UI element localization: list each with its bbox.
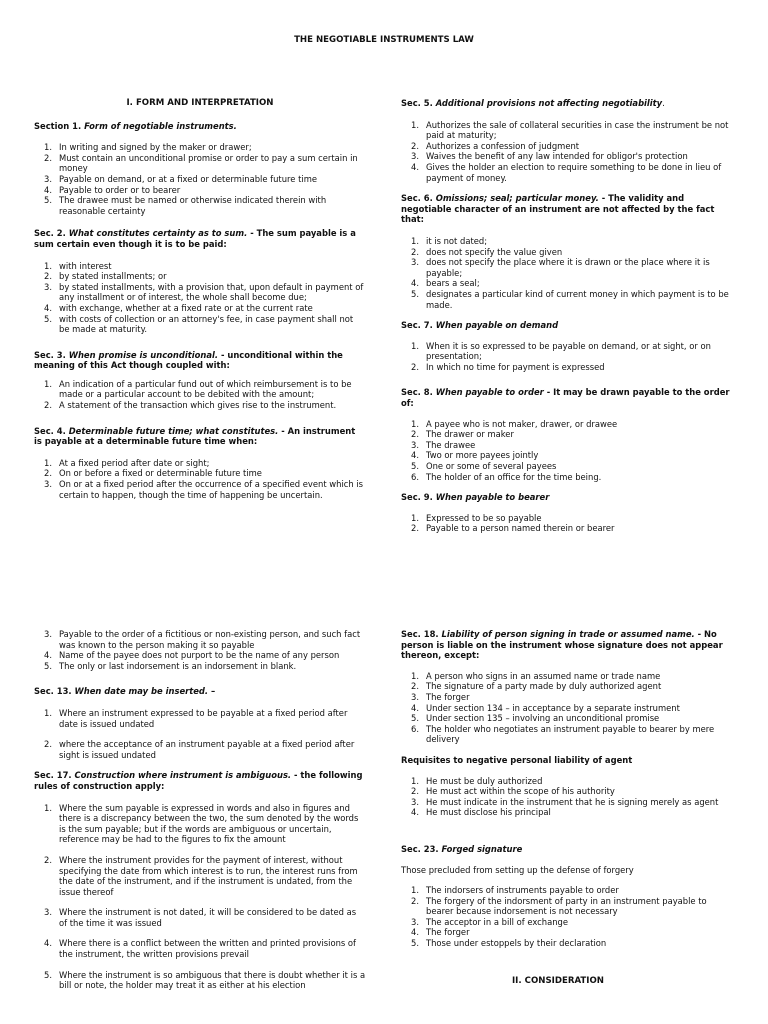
section-title-form: I. FORM AND INTERPRETATION	[126, 98, 274, 108]
list-item-number: 1.	[44, 378, 52, 389]
list-item-text: Under section 135 – involving an unconditional promise	[426, 713, 660, 724]
list-item-text: The only or last indorsement is an indorsement in blank.	[59, 660, 297, 671]
list-item-number: 5.	[44, 660, 52, 671]
list-item	[34, 261, 366, 272]
list-item-number: 4.	[44, 184, 52, 195]
section-13-heading: Sec. 13. When date may be inserted. –	[34, 686, 216, 697]
section-5-heading: Sec. 5. Additional provisions not affecting negotiability.	[401, 98, 665, 108]
section-8-list	[401, 419, 731, 483]
list-item-text: Where the instrument is not dated, it will be considered to be dated as of the time it was issued	[59, 907, 357, 928]
section-17-list	[34, 803, 366, 991]
list-item-number: 2.	[44, 468, 52, 479]
list-item-text: Payable to the order of a fictitious or non-existing person, and such fact was known to the person making it so payable	[59, 629, 361, 650]
list-item-number: 3.	[44, 281, 52, 292]
list-item-number: 1.	[411, 235, 419, 246]
list-item-text: At a fixed period after date or sight;	[59, 457, 210, 468]
list-item	[34, 458, 366, 469]
list-item-number: 1.	[411, 340, 419, 351]
list-item-number: 5.	[411, 938, 419, 949]
list-item-text: Expressed to be so payable	[426, 512, 542, 523]
list-item	[401, 797, 731, 808]
section-7-heading: Sec. 7. When payable on demand	[401, 320, 559, 331]
list-item-number: 2.	[44, 854, 52, 865]
section-8-heading: Sec. 8. When payable to order - It may be drawn payable to the order of:	[401, 387, 730, 409]
list-item	[401, 807, 731, 818]
list-item-number: 4.	[411, 702, 419, 713]
list-item-text: The holder of an office for the time being.	[426, 471, 602, 482]
list-item-number: 3.	[411, 796, 419, 807]
list-item-number: 4.	[411, 450, 419, 461]
list-item	[401, 450, 731, 461]
list-item	[401, 440, 731, 451]
agent-requisites-list	[401, 776, 731, 818]
list-item-text: He must indicate in the instrument that he is signing merely as agent	[426, 796, 719, 807]
list-item-text: Payable to order or to bearer	[59, 184, 181, 195]
list-item-number: 4.	[411, 278, 419, 289]
list-item	[34, 970, 366, 991]
section-3-heading: Sec. 3. When promise is unconditional. - unconditional within the meaning of this Act though coupled with:	[34, 349, 343, 371]
list-item	[401, 151, 731, 162]
section-9-list	[401, 513, 731, 534]
list-item-text: When it is so expressed to be payable on demand, or at sight, or on presentation;	[426, 340, 711, 362]
section-23-heading: Sec. 23. Forged signature	[401, 843, 523, 854]
bearer-continued-list	[34, 629, 366, 671]
list-item-text: He must disclose his principal	[426, 807, 551, 818]
list-item-text: Two or more payees jointly	[426, 450, 539, 461]
list-item-text: The drawee must be named or otherwise indicated therein with reasonable certainty	[59, 195, 327, 216]
list-item-number: 1.	[411, 885, 419, 896]
list-item	[401, 776, 731, 787]
list-item	[34, 174, 366, 185]
list-item-number: 4.	[44, 302, 52, 313]
list-item-number: 2.	[411, 523, 419, 534]
list-item-text: Where an instrument expressed to be payable at a fixed period after date is issued undated	[59, 707, 348, 729]
list-item	[34, 282, 366, 303]
list-item-text: The signature of a party made by duly authorized agent	[426, 681, 662, 692]
section-title-consideration: II. CONSIDERATION	[511, 975, 604, 986]
list-item	[401, 120, 731, 141]
list-item-number: 3.	[44, 479, 52, 490]
list-item	[401, 724, 731, 745]
list-item-text: The acceptor in a bill of exchange	[426, 916, 568, 927]
list-item-number: 3.	[411, 691, 419, 702]
section-13-list	[34, 708, 366, 760]
list-item-number: 3.	[411, 439, 419, 450]
list-item	[401, 472, 731, 483]
list-item-number: 1.	[44, 142, 52, 153]
section-1-list	[34, 142, 366, 216]
section-5-list	[401, 120, 731, 184]
list-item-number: 2.	[44, 271, 52, 282]
list-item	[401, 362, 731, 373]
list-item-text: Under section 134 – in acceptance by a separate instrument	[426, 702, 680, 713]
list-item	[401, 141, 731, 152]
list-item-number: 1.	[411, 119, 419, 130]
list-item	[401, 523, 731, 534]
list-item	[34, 153, 366, 174]
list-item-text: The holder who negotiates an instrument payable to bearer by mere delivery	[426, 723, 715, 745]
document-title: THE NEGOTIABLE INSTRUMENTS LAW	[294, 35, 474, 45]
left-column-top	[34, 98, 366, 500]
list-item-text: by stated installments; or	[59, 271, 167, 282]
list-item-number: 3.	[411, 151, 419, 162]
list-item-number: 2.	[411, 786, 419, 797]
list-item-number: 5.	[411, 288, 419, 299]
list-item-text: On or at a fixed period after the occurrence of a specified event which is certain to happen, though the time of happening be uncertain.	[59, 479, 364, 500]
list-item-number: 4.	[44, 938, 52, 949]
list-item-text: with exchange, whether at a fixed rate or at the current rate	[59, 302, 313, 313]
list-item	[34, 661, 366, 672]
list-item-number: 4.	[44, 650, 52, 661]
list-item-number: 3.	[411, 257, 419, 268]
list-item-number: 2.	[411, 246, 419, 257]
list-item	[34, 314, 366, 335]
list-item	[401, 461, 731, 472]
list-item-text: it is not dated;	[426, 235, 488, 246]
list-item-text: Waives the benefit of any law intended for obligor's protection	[426, 151, 688, 162]
right-column-top	[401, 98, 731, 534]
list-item-number: 4.	[411, 161, 419, 172]
list-item	[401, 917, 731, 928]
list-item-text: A statement of the transaction which gives rise to the instrument.	[59, 400, 337, 411]
list-item	[401, 236, 731, 247]
list-item-text: Name of the payee does not purport to be the name of any person	[59, 650, 340, 661]
list-item-number: 4.	[411, 927, 419, 938]
list-item	[401, 513, 731, 524]
list-item-number: 5.	[44, 969, 52, 980]
list-item-text: Authorizes the sale of collateral securities in case the instrument be not paid at maturity;	[426, 119, 729, 141]
list-item	[34, 938, 366, 959]
list-item-text: Gives the holder an election to require something to be done in lieu of payment of money.	[426, 161, 722, 183]
list-item-number: 1.	[411, 670, 419, 681]
list-item-text: A person who signs in an assumed name or trade name	[426, 670, 661, 681]
list-item-number: 5.	[44, 313, 52, 324]
list-item-text: Payable on demand, or at a fixed or determinable future time	[59, 173, 318, 184]
list-item-text: Authorizes a confession of judgment	[426, 140, 580, 151]
list-item	[34, 400, 366, 411]
list-item-number: 2.	[44, 152, 52, 163]
section-18-list	[401, 671, 731, 745]
list-item-number: 3.	[44, 907, 52, 918]
list-item-number: 3.	[411, 916, 419, 927]
list-item	[34, 271, 366, 282]
list-item	[401, 257, 731, 278]
list-item	[401, 278, 731, 289]
section-1-heading: Section 1. Form of negotiable instruments.	[34, 120, 237, 131]
list-item	[34, 907, 366, 928]
list-item-text: He must act within the scope of his authority	[426, 786, 615, 797]
list-item-text: Must contain an unconditional promise or order to pay a sum certain in money	[59, 152, 358, 174]
list-item	[34, 195, 366, 216]
list-item-text: Where there is a conflict between the written and printed provisions of the instrument, the written provisions prevail	[59, 938, 356, 960]
list-item-number: 5.	[44, 195, 52, 206]
list-item-number: 3.	[44, 629, 52, 639]
list-item-text: Where the instrument is so ambiguous that there is doubt whether it is a bill or note, the holder may treat it as either at his election	[59, 969, 366, 991]
section-9-heading: Sec. 9. When payable to bearer	[401, 492, 550, 503]
list-item-text: with interest	[59, 260, 112, 271]
list-item	[401, 162, 731, 183]
list-item-number: 2.	[411, 681, 419, 692]
list-item	[34, 468, 366, 479]
list-item	[401, 927, 731, 938]
section-23-text: Those precluded from setting up the defense of forgery	[401, 864, 634, 875]
list-item	[401, 703, 731, 714]
list-item-text: Payable to a person named therein or bearer	[426, 523, 615, 534]
section-3-list	[34, 379, 366, 411]
list-item	[34, 379, 366, 400]
section-23-list	[401, 885, 731, 949]
section-17-heading: Sec. 17. Construction where instrument is ambiguous. - the following rules of construction apply:	[34, 770, 363, 791]
list-item-number: 1.	[44, 802, 52, 813]
list-item-number: 2.	[411, 140, 419, 151]
list-item-number: 1.	[411, 512, 419, 523]
list-item	[401, 896, 731, 917]
list-item	[401, 713, 731, 724]
left-column-bottom	[34, 629, 366, 1001]
list-item-number: 1.	[44, 707, 52, 718]
list-item-text: In which no time for payment is expressed	[426, 361, 605, 372]
list-item	[401, 247, 731, 258]
list-item	[34, 708, 366, 729]
list-item-text: designates a particular kind of current money in which payment is to be made.	[426, 288, 729, 310]
list-item	[401, 429, 731, 440]
list-item-number: 2.	[411, 361, 419, 372]
list-item	[401, 938, 731, 949]
list-item	[401, 289, 731, 310]
list-item-text: The indorsers of instruments payable to order	[426, 885, 619, 896]
list-item	[401, 786, 731, 797]
list-item-number: 6.	[411, 471, 419, 482]
right-column-bottom	[401, 629, 731, 986]
list-item	[34, 739, 366, 760]
list-item	[34, 629, 366, 650]
list-item-text: The forger	[426, 927, 470, 938]
list-item	[401, 671, 731, 682]
section-4-list	[34, 458, 366, 500]
list-item-number: 1.	[411, 775, 419, 786]
agent-requisites-heading: Requisites to negative personal liability of agent	[401, 754, 633, 765]
list-item-text: A payee who is not maker, drawer, or drawee	[426, 418, 618, 429]
list-item-text: The drawee	[426, 439, 476, 450]
list-item-text: In writing and signed by the maker or drawer;	[59, 142, 252, 153]
section-2-list	[34, 261, 366, 335]
list-item	[401, 885, 731, 896]
section-2-heading: Sec. 2. What constitutes certainty as to sum. - The sum payable is a sum certain even though it is to be paid:	[34, 228, 356, 249]
list-item	[401, 419, 731, 430]
list-item-number: 1.	[44, 260, 52, 271]
list-item	[34, 650, 366, 661]
list-item-number: 2.	[411, 895, 419, 906]
list-item-text: The forgery of the indorsment of party in an instrument payable to bearer because indorsement is not necessary	[426, 895, 707, 917]
list-item-text: Those under estoppels by their declaration	[426, 938, 607, 949]
list-item	[401, 681, 731, 692]
list-item-text: He must be duly authorized	[426, 775, 543, 786]
list-item-number: 2.	[44, 400, 52, 411]
list-item-text: does not specify the value given	[426, 246, 563, 257]
list-item-text: with costs of collection or an attorney's fee, in case payment shall not be made at maturity.	[59, 313, 354, 335]
list-item-text: Where the sum payable is expressed in words and also in figures and there is a discrepancy between the two, the sum denoted by the words is the sum payable; but if the words are ambiguous or uncertain, reference may be had to the figures to fix the amount	[59, 802, 359, 845]
list-item-number: 6.	[411, 723, 419, 734]
list-item	[34, 803, 366, 845]
list-item-text: One or some of several payees	[426, 461, 557, 472]
list-item	[34, 303, 366, 314]
list-item-number: 3.	[44, 173, 52, 184]
section-7-list	[401, 341, 731, 373]
list-item-text: An indication of a particular fund out of which reimbursement is to be made or a particular account to be debited with the amount;	[59, 378, 352, 400]
list-item-text: The drawer or maker	[426, 429, 514, 440]
list-item-text: Where the instrument provides for the payment of interest, without specifying the date from which interest is to run, the interest runs from the date of the instrument, and if the instrument is undated, from the issue thereof	[59, 854, 358, 897]
list-item-number: 2.	[44, 739, 52, 750]
list-item-text: The forger	[426, 691, 470, 702]
section-6-list	[401, 236, 731, 310]
section-18-heading: Sec. 18. Liability of person signing in trade or assumed name. - No person is liable on the instrument whose signature does not appear thereon, except:	[401, 629, 723, 661]
list-item-number: 1.	[411, 418, 419, 429]
list-item-text: bears a seal;	[426, 278, 480, 289]
list-item-text: does not specify the place where it is drawn or the place where it is payable;	[426, 257, 710, 278]
list-item-text: by stated installments, with a provision that, upon default in payment of any installment or of interest, the whole shall become due;	[59, 281, 364, 303]
section-6-heading: Sec. 6. Omissions; seal; particular money. - The validity and negotiable character of an instrument are not affected by the fact that:	[401, 193, 715, 225]
section-4-heading: Sec. 4. Determinable future time; what constitutes. - An instrument is payable at a determinable future time when:	[34, 425, 356, 447]
list-item-text: where the acceptance of an instrument payable at a fixed period after sight is issued undated	[59, 739, 355, 760]
list-item	[401, 341, 731, 362]
list-item	[401, 692, 731, 703]
list-item-number: 1.	[44, 457, 52, 468]
list-item-number: 4.	[411, 807, 419, 818]
list-item	[34, 855, 366, 897]
list-item-text: On or before a fixed or determinable future time	[59, 468, 262, 479]
list-item-number: 5.	[411, 461, 419, 472]
list-item	[34, 479, 366, 500]
list-item	[34, 142, 366, 153]
list-item-number: 2.	[411, 429, 419, 440]
list-item	[34, 185, 366, 196]
list-item-number: 5.	[411, 713, 419, 724]
